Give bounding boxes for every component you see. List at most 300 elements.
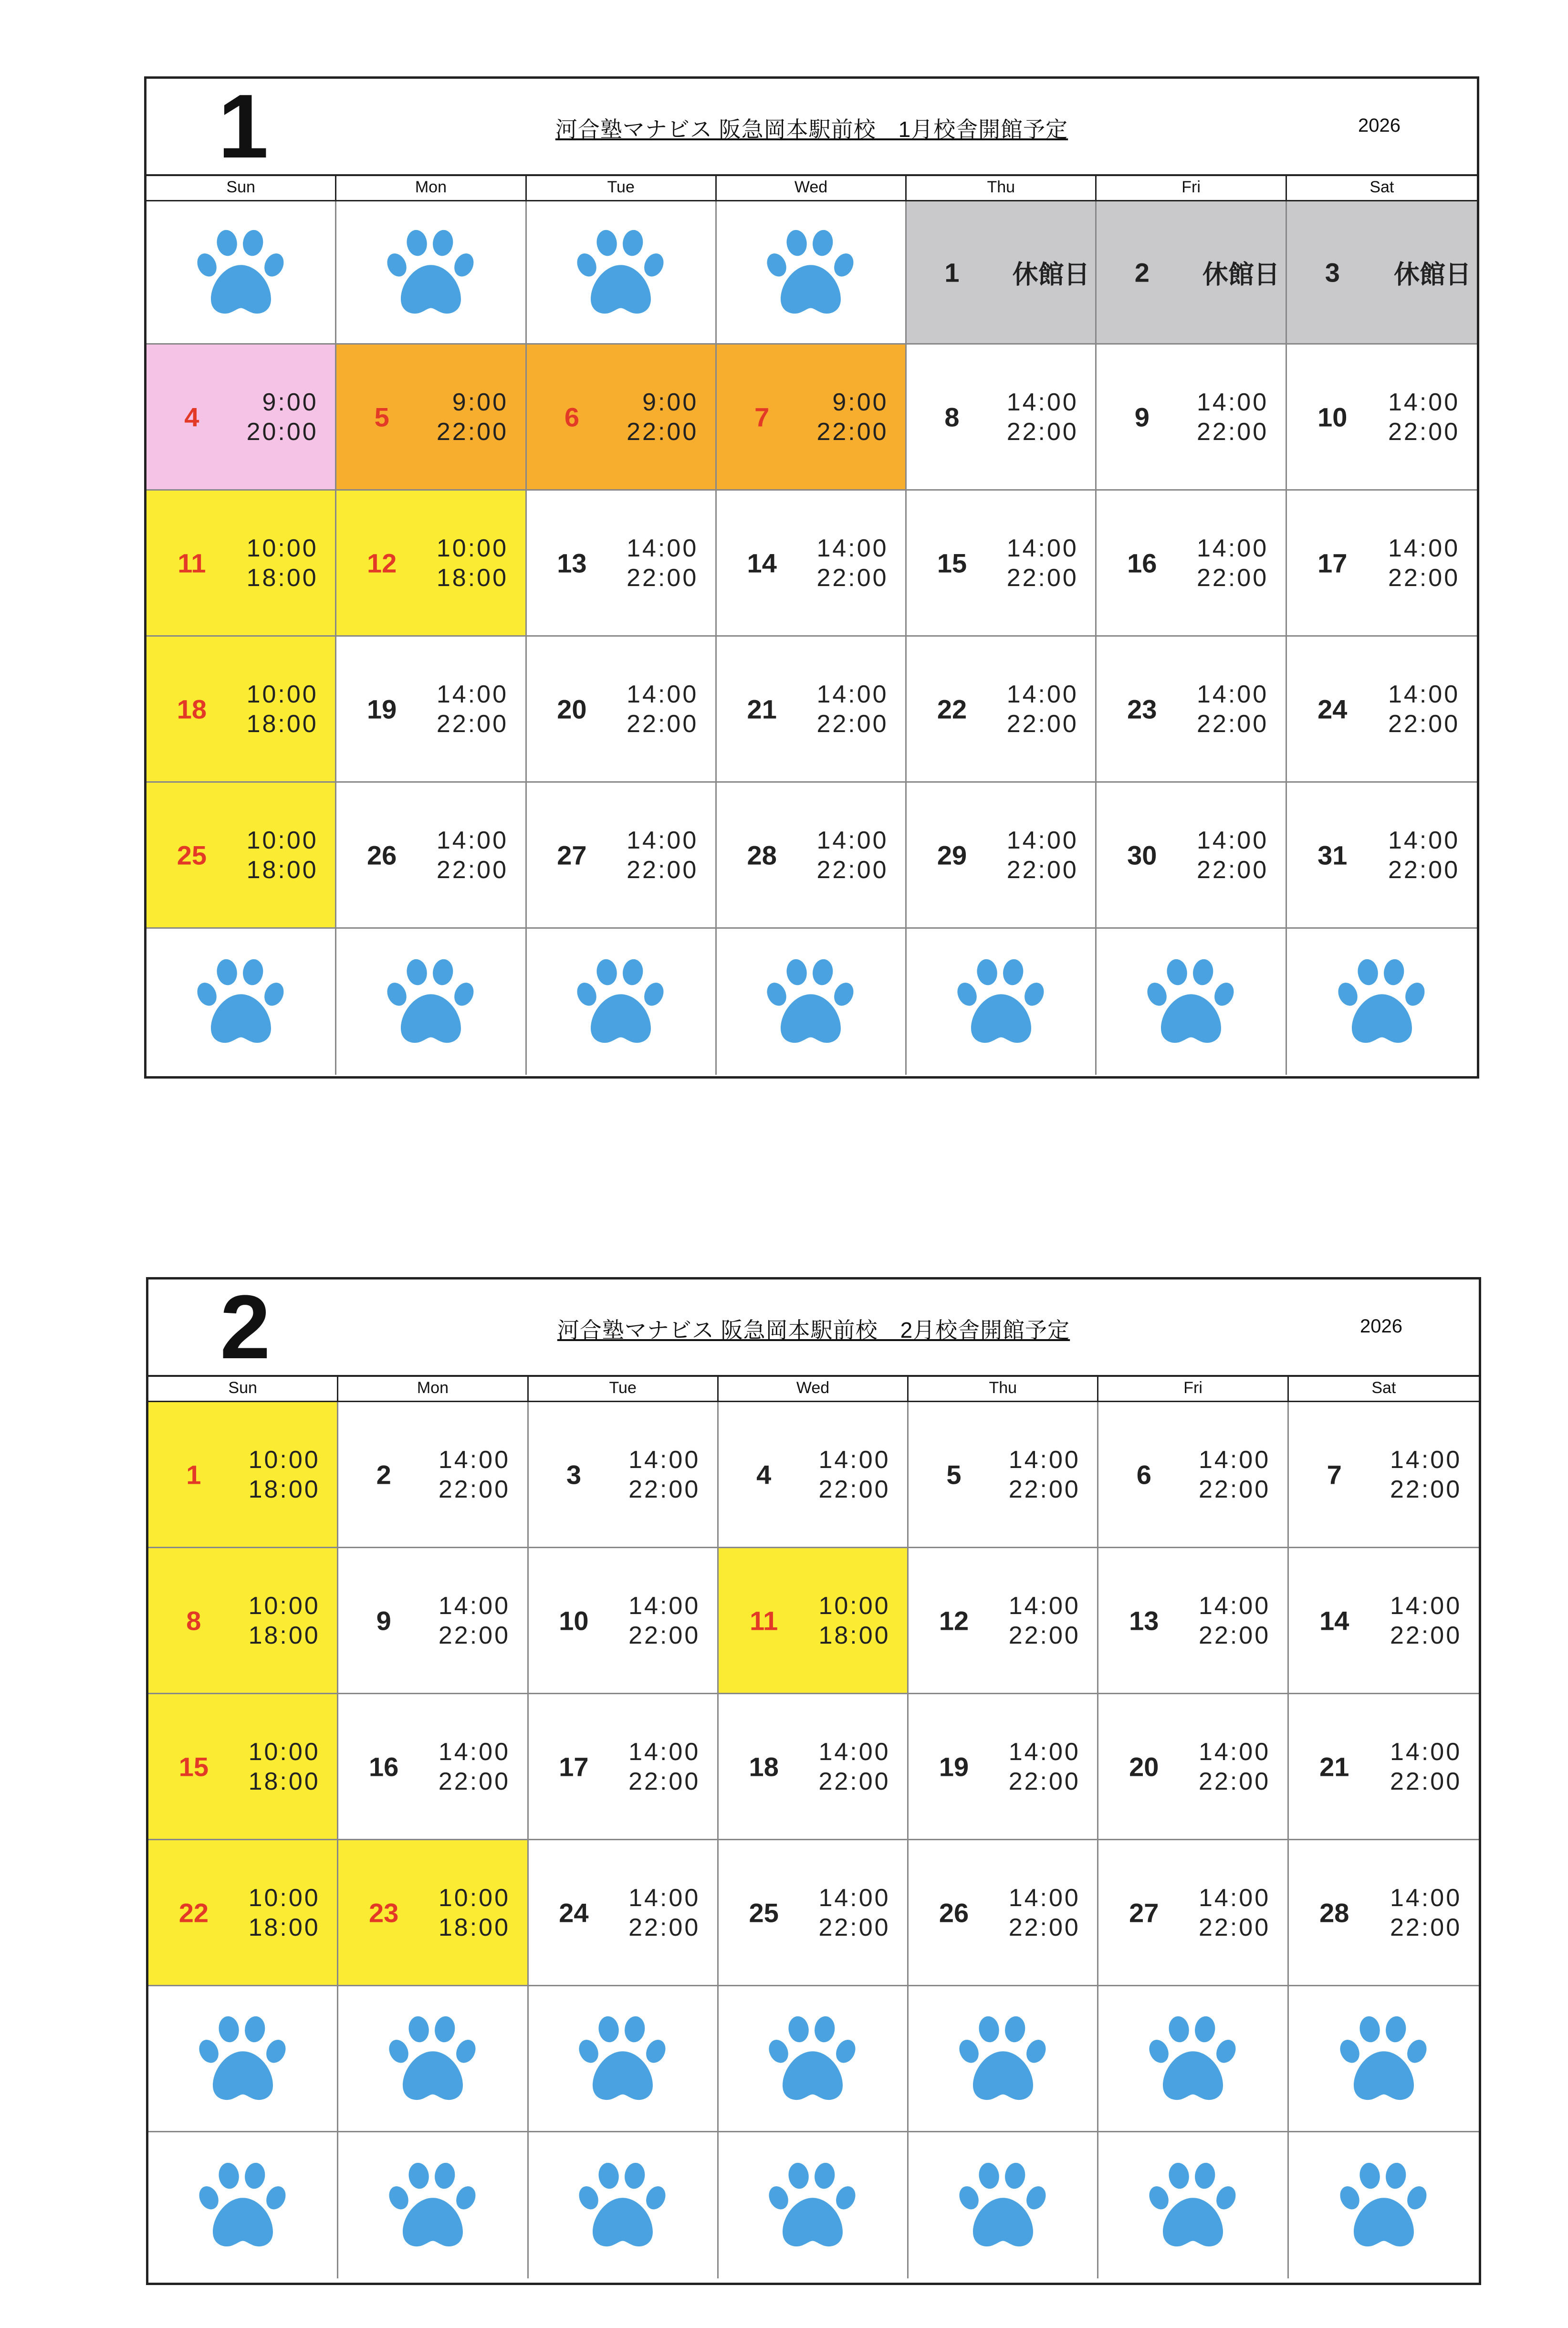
close-time: 22:00 [1006,564,1078,592]
weekday-sat: Sat [1369,178,1394,196]
opening-hours [628,1883,700,1942]
paw-cell [907,929,1097,1075]
day-cell [146,637,336,783]
weekday-sat: Sat [1371,1379,1396,1397]
weekday-header-row [146,176,1477,201]
day-number: 1 [944,257,960,287]
day-number: 23 [1127,694,1157,724]
close-time: 18:00 [248,1621,320,1649]
opening-hours [1390,1445,1462,1504]
close-time: 22:00 [1197,856,1269,884]
day-cell [146,345,336,491]
day-number: 10 [1317,402,1348,432]
day-number: 13 [557,548,587,578]
paw-icon [953,2011,1053,2107]
paw-icon [381,225,481,320]
day-number: 8 [944,402,960,432]
close-time: 22:00 [1197,710,1269,738]
paw-cell [1097,929,1286,1075]
day-number: 25 [749,1898,779,1928]
day-cell [148,1840,338,1986]
opening-hours [437,534,508,593]
day-number: 5 [374,402,389,432]
day-number: 27 [557,840,587,870]
open-time: 14:00 [1006,826,1078,854]
close-time: 22:00 [1388,710,1460,738]
paw-cell [529,1986,719,2132]
paw-icon [571,225,671,320]
open-time: 14:00 [1008,1738,1080,1766]
weekday-tue: Tue [527,176,717,200]
close-time: 22:00 [1390,1767,1462,1795]
close-time: 22:00 [627,856,699,884]
opening-hours [627,826,698,885]
close-time: 18:00 [246,564,318,592]
day-number: 1 [186,1459,201,1489]
day-cell [1287,345,1477,491]
day-number: 6 [1136,1459,1151,1489]
open-time: 14:00 [628,1884,700,1912]
paw-icon [191,225,291,320]
open-time: 14:00 [1388,680,1460,708]
open-time: 14:00 [1008,1592,1080,1620]
open-time: 14:00 [818,1738,890,1766]
paw-icon [953,2158,1053,2253]
paw-cell [719,2132,909,2278]
paw-icon [381,954,481,1049]
opening-hours [1197,680,1268,739]
open-time: 14:00 [1199,1738,1271,1766]
open-time: 14:00 [1390,1592,1462,1620]
day-number: 7 [1327,1459,1342,1489]
day-number: 4 [184,402,199,432]
paw-cell [1289,1986,1479,2132]
opening-hours [1390,1737,1462,1796]
day-cell [1098,1840,1288,1986]
open-time: 14:00 [1388,534,1460,562]
close-time: 22:00 [436,856,508,884]
close-time: 22:00 [818,1913,890,1941]
opening-hours [439,1445,510,1504]
paw-cell [336,929,526,1075]
day-number: 11 [750,1605,778,1636]
close-time: 22:00 [1199,1475,1271,1503]
opening-hours [816,534,888,593]
open-time: 14:00 [627,680,699,708]
opening-hours [437,680,508,739]
day-number: 15 [178,1751,209,1782]
close-time: 22:00 [1008,1621,1080,1649]
open-time: 14:00 [1006,680,1078,708]
paw-cell [1098,1986,1288,2132]
day-cell [527,783,717,929]
paw-icon [761,954,861,1049]
closed-label: 休館日 [1012,260,1090,289]
opening-hours [249,1883,320,1942]
day-number: 16 [1127,548,1157,578]
weekday-mon: Mon [336,176,526,200]
day-cell [719,1840,909,1986]
day-cell [1287,491,1477,637]
paw-icon [1143,2158,1243,2253]
opening-hours [1007,388,1078,447]
day-number: 24 [1317,694,1348,724]
opening-hours [247,534,318,593]
close-time: 22:00 [628,1913,700,1941]
open-time: 14:00 [1006,388,1078,416]
open-time: 14:00 [1388,388,1460,416]
paw-icon [571,954,671,1049]
paw-icon [573,2158,673,2253]
open-time: 14:00 [628,1446,700,1474]
day-cell [336,345,526,491]
opening-hours [439,1883,510,1942]
paw-cell [338,1986,528,2132]
open-time: 10:00 [248,1738,320,1766]
close-time: 22:00 [438,1621,510,1649]
open-time: 10:00 [246,826,318,854]
day-cell [907,637,1097,783]
open-time: 14:00 [438,1592,510,1620]
close-time: 18:00 [248,1767,320,1795]
close-time: 18:00 [248,1913,320,1941]
weekday-header-row [148,1377,1479,1402]
day-number: 9 [1134,402,1150,432]
paw-cell [336,201,526,345]
opening-hours [627,534,698,593]
day-cell-closed [1097,201,1286,345]
day-number: 15 [937,548,967,578]
open-time: 9:00 [262,388,318,416]
day-number: 24 [559,1898,589,1928]
open-time: 14:00 [816,826,889,854]
close-time: 22:00 [818,1475,890,1503]
paw-icon [1332,954,1432,1049]
day-number: 10 [559,1605,589,1636]
day-number: 29 [937,840,967,870]
close-time: 22:00 [436,710,508,738]
day-cell [719,1548,909,1694]
day-cell [1287,783,1477,929]
paw-cell [148,1986,338,2132]
close-time: 22:00 [436,418,508,446]
day-number: 17 [1317,548,1348,578]
day-number: 19 [939,1751,969,1782]
opening-hours [1390,1591,1462,1650]
paw-cell [527,201,717,345]
close-time: 22:00 [438,1475,510,1503]
open-time: 14:00 [818,1446,890,1474]
paw-cell [1287,929,1477,1075]
opening-hours [1197,826,1268,885]
opening-hours [1388,534,1460,593]
close-time: 22:00 [816,564,889,592]
opening-hours [1009,1737,1080,1796]
paw-icon [1334,2011,1434,2107]
opening-hours [818,1737,890,1796]
opening-hours [628,1445,700,1504]
open-time: 10:00 [438,1884,510,1912]
day-cell-closed [907,201,1097,345]
day-cell [1289,1402,1479,1548]
weekday-fri: Fri [1098,1377,1288,1401]
open-time: 14:00 [1008,1884,1080,1912]
month-number: 2 [220,1277,271,1378]
day-number: 13 [1129,1605,1159,1636]
opening-hours [1009,1591,1080,1650]
day-number: 5 [946,1459,962,1489]
paw-icon [191,954,291,1049]
close-time: 22:00 [1197,418,1269,446]
opening-hours [1007,826,1078,885]
opening-hours [1197,534,1268,593]
day-cell [338,1840,528,1986]
day-number: 23 [368,1898,399,1928]
close-time: 22:00 [1199,1913,1271,1941]
weekday-fri: Fri [1097,176,1286,200]
weekday-wed: Wed [719,1377,909,1401]
day-number: 6 [564,402,579,432]
day-cell [1098,1694,1288,1840]
day-cell [336,637,526,783]
close-time: 22:00 [818,1767,890,1795]
weekday-thu: Thu [909,1377,1098,1401]
day-cell [1289,1840,1479,1986]
day-number: 31 [1317,840,1348,870]
close-time: 22:00 [1388,564,1460,592]
day-cell [148,1548,338,1694]
opening-hours [628,1737,700,1796]
day-cell [1098,1548,1288,1694]
paw-icon [383,2011,483,2107]
day-number: 30 [1127,840,1157,870]
calendar-grid [148,1402,1479,2281]
day-number: 12 [939,1605,969,1636]
opening-hours [1390,1883,1462,1942]
day-number: 14 [747,548,777,578]
calendar-year: 2026 [1360,1316,1402,1337]
opening-hours [439,1591,510,1650]
day-cell [529,1548,719,1694]
day-cell [909,1840,1098,1986]
close-time: 22:00 [1390,1475,1462,1503]
calendar-header [146,76,1477,177]
day-number: 17 [559,1751,589,1782]
close-time: 18:00 [436,564,508,592]
close-time: 18:00 [246,856,318,884]
day-number: 4 [756,1459,772,1489]
day-cell [719,1694,909,1840]
opening-hours [1388,388,1460,447]
day-cell [529,1840,719,1986]
day-number: 9 [376,1605,391,1636]
day-cell [717,783,907,929]
close-time: 18:00 [246,710,318,738]
day-cell [529,1402,719,1548]
day-cell [1287,637,1477,783]
opening-hours [1388,826,1460,885]
close-time: 22:00 [1006,856,1078,884]
open-time: 14:00 [627,534,699,562]
opening-hours [628,1591,700,1650]
day-number: 19 [366,694,397,724]
close-time: 22:00 [1006,418,1078,446]
open-time: 14:00 [627,826,699,854]
day-number: 27 [1129,1898,1159,1928]
day-number: 20 [557,694,587,724]
open-time: 14:00 [1199,1884,1271,1912]
calendar-header [148,1279,1479,1377]
calendar-grid [146,201,1477,1075]
open-time: 9:00 [642,388,699,416]
paw-cell [1098,2132,1288,2278]
day-cell [1289,1548,1479,1694]
paw-icon [763,2011,863,2107]
day-cell [527,637,717,783]
weekday-sun: Sun [146,176,336,200]
day-cell-closed [1287,201,1477,345]
paw-cell [1289,2132,1479,2278]
day-cell [146,491,336,637]
open-time: 14:00 [816,534,889,562]
open-time: 14:00 [1390,1738,1462,1766]
paw-cell [148,2132,338,2278]
paw-icon [1141,954,1241,1049]
opening-hours [1197,388,1268,447]
open-time: 10:00 [246,534,318,562]
open-time: 14:00 [438,1738,510,1766]
day-cell [717,345,907,491]
opening-hours [249,1445,320,1504]
opening-hours [816,680,888,739]
opening-hours [439,1737,510,1796]
opening-hours [1009,1445,1080,1504]
paw-icon [763,2158,863,2253]
day-cell [1098,1402,1288,1548]
close-time: 22:00 [1388,856,1460,884]
close-time: 22:00 [1390,1621,1462,1649]
open-time: 14:00 [1197,534,1269,562]
day-cell [1097,345,1286,491]
close-time: 22:00 [816,418,889,446]
paw-icon [951,954,1051,1049]
day-cell [719,1402,909,1548]
weekday-wed: Wed [717,176,907,200]
open-time: 10:00 [818,1592,890,1620]
opening-hours [816,826,888,885]
day-number: 7 [754,402,770,432]
day-cell [529,1694,719,1840]
close-time: 22:00 [1197,564,1269,592]
calendar-january [144,76,1479,1079]
day-number: 2 [1134,257,1150,287]
open-time: 9:00 [452,388,508,416]
close-time: 18:00 [818,1621,890,1649]
opening-hours [1009,1883,1080,1942]
paw-icon [761,225,861,320]
close-time: 22:00 [1008,1475,1080,1503]
opening-hours [627,388,698,447]
day-number: 26 [366,840,397,870]
weekday-tue: Tue [529,1377,719,1401]
open-time: 9:00 [832,388,889,416]
close-time: 22:00 [1199,1621,1271,1649]
day-number: 28 [1319,1898,1349,1928]
open-time: 10:00 [248,1592,320,1620]
day-number: 22 [178,1898,209,1928]
closed-label: 休館日 [1394,260,1472,289]
opening-hours [249,1737,320,1796]
day-cell [909,1402,1098,1548]
close-time: 22:00 [628,1767,700,1795]
open-time: 10:00 [248,1884,320,1912]
paw-cell [338,2132,528,2278]
open-time: 14:00 [1197,388,1269,416]
paw-icon [193,2011,293,2107]
day-cell [909,1548,1098,1694]
paw-cell [717,201,907,345]
day-cell [527,345,717,491]
day-cell [148,1694,338,1840]
paw-cell [146,929,336,1075]
day-cell [907,783,1097,929]
open-time: 14:00 [1197,680,1269,708]
open-time: 14:00 [1008,1446,1080,1474]
day-number: 18 [749,1751,779,1782]
day-cell [1097,783,1286,929]
open-time: 10:00 [246,680,318,708]
day-number: 21 [747,694,777,724]
open-time: 14:00 [628,1738,700,1766]
close-time: 22:00 [627,418,699,446]
day-number: 16 [368,1751,399,1782]
close-time: 22:00 [1199,1767,1271,1795]
calendar-title: 河合塾マナビス 阪急岡本駅前校 1月校舎開館予定 [555,117,1068,142]
closed-label: 休館日 [1202,260,1280,289]
day-cell [909,1694,1098,1840]
paw-icon [1143,2011,1243,2107]
open-time: 14:00 [436,680,508,708]
opening-hours [1199,1445,1270,1504]
day-cell [338,1548,528,1694]
open-time: 14:00 [438,1446,510,1474]
day-cell [717,637,907,783]
day-cell [146,783,336,929]
day-number: 25 [177,840,207,870]
opening-hours [1007,534,1078,593]
day-cell [1289,1694,1479,1840]
day-number: 20 [1129,1751,1159,1782]
calendar-year: 2026 [1358,115,1401,136]
close-time: 22:00 [816,856,889,884]
opening-hours [816,388,888,447]
day-number: 3 [1325,257,1340,287]
open-time: 14:00 [1390,1446,1462,1474]
close-time: 22:00 [628,1475,700,1503]
day-cell [907,345,1097,491]
weekday-thu: Thu [907,176,1097,200]
open-time: 14:00 [816,680,889,708]
close-time: 20:00 [246,418,318,446]
day-cell [336,783,526,929]
day-number: 3 [566,1459,581,1489]
weekday-sun: Sun [148,1377,338,1401]
day-cell [907,491,1097,637]
close-time: 22:00 [1388,418,1460,446]
open-time: 14:00 [628,1592,700,1620]
day-number: 21 [1319,1751,1349,1782]
paw-icon [193,2158,293,2253]
